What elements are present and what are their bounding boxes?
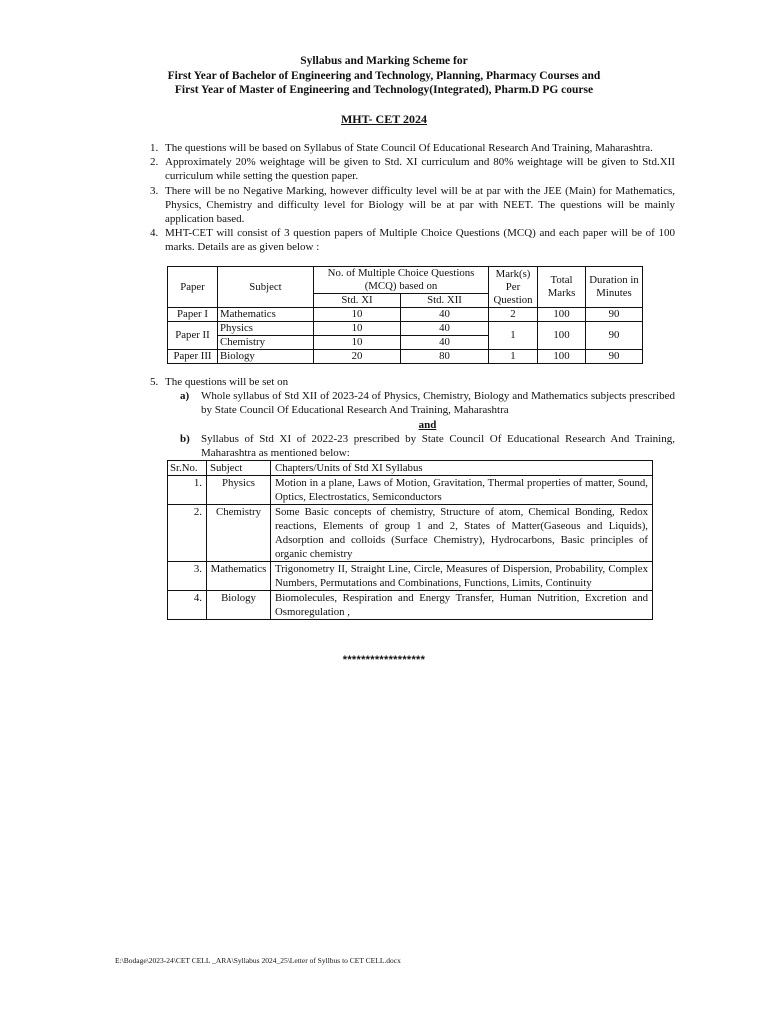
cell-srno: 4. (168, 591, 207, 620)
cell-std-xii: 40 (401, 322, 489, 336)
item-number: 5. (150, 376, 159, 388)
separator-stars: ****************** (342, 654, 426, 666)
and-connector: and (418, 418, 437, 431)
table-row (168, 476, 653, 505)
list-item (150, 184, 675, 227)
item-text: MHT-CET will consist of 3 question papers of Multiple Choice Questions (MCQ) and each paper will be of 100 marks. Details are as given below : (165, 227, 675, 254)
cell-srno: 2. (168, 505, 207, 562)
footer-file-path: E:\Bodage\2023-24\CET CELL _ARA\Syllabus 2024_25\Letter of Syllbus to CET CELL.docx (115, 956, 401, 965)
cell-duration: 90 (586, 322, 643, 350)
header-line-1: Syllabus and Marking Scheme for (300, 55, 468, 67)
cell-total-marks: 100 (538, 308, 586, 322)
table-row (168, 591, 653, 620)
sub-item-a (150, 389, 675, 417)
sub-item-b (150, 432, 675, 460)
list-item (150, 141, 675, 155)
table-row (168, 322, 643, 336)
item-text: Approximately 20% weightage will be given to Std. XI curriculum and 80% weightage will be given to Std.XII curriculum while setting the question paper. (165, 156, 675, 183)
marking-scheme-table (167, 266, 643, 364)
instruction-list (150, 141, 675, 255)
sub-item-label: a) (180, 390, 190, 403)
header-line-2: First Year of Bachelor of Engineering and Technology, Planning, Pharmacy Courses and (167, 69, 601, 82)
cell-std-xii: 40 (401, 336, 489, 350)
list-item (150, 375, 675, 389)
point-5-section (150, 375, 675, 460)
header-cell-paper: Paper (168, 267, 218, 308)
cell-subject: Physics (218, 322, 314, 336)
item-text: The questions will be based on Syllabus of State Council Of Educational Research And Training, Maharashtra. (165, 142, 653, 154)
header-cell-mcq: No. of Multiple Choice Questions (MCQ) based on (314, 267, 489, 294)
list-item (150, 226, 675, 254)
cell-marks-per-question: 2 (489, 308, 538, 322)
header-cell-total-marks: Total Marks (538, 267, 586, 308)
cell-chapters: Some Basic concepts of chemistry, Structure of atom, Chemical Bonding, Redox reactions, Elements of group 1 and 2, States of Matter(Gaseous and Liquids), Adsorption and colloids (Surface Chemistry), Hydrocarbons, Basic principles of organic chemistry (271, 505, 653, 562)
table-row (168, 350, 643, 364)
header-cell-chapters: Chapters/Units of Std XI Syllabus (271, 461, 653, 476)
cell-chapters: Motion in a plane, Laws of Motion, Gravitation, Thermal properties of matter, Sound, Optics, Electrostatics, Semiconductors (271, 476, 653, 505)
item-number: 1. (150, 142, 159, 154)
item-number: 2. (150, 156, 159, 169)
sub-item-text: Whole syllabus of Std XII of 2023-24 of Physics, Chemistry, Biology and Mathematics subjects prescribed by State Council Of Educational Research And Training, Maharashtra (201, 390, 675, 417)
cell-srno: 3. (168, 562, 207, 591)
cell-chapters: Biomolecules, Respiration and Energy Transfer, Human Nutrition, Excretion and Osmoregulation , (271, 591, 653, 620)
header-cell-subject: Subject (207, 461, 271, 476)
cell-chapters: Trigonometry II, Straight Line, Circle, Measures of Dispersion, Probability, Complex Numbers, Permutations and Combinations, Functions, Limits, Continuity (271, 562, 653, 591)
sub-item-text: Syllabus of Std XI of 2022-23 prescribed by State Council Of Educational Research And Training, Maharashtra as mentioned below: (201, 432, 675, 460)
cell-subject: Physics (207, 476, 271, 505)
cell-subject: Chemistry (207, 505, 271, 562)
document-header (0, 54, 768, 98)
cell-std-xii: 80 (401, 350, 489, 364)
cell-std-xi: 10 (314, 336, 401, 350)
item-number: 4. (150, 227, 159, 240)
table-row (168, 308, 643, 322)
cell-std-xi: 10 (314, 322, 401, 336)
item-text: The questions will be set on (165, 376, 289, 388)
cell-paper: Paper III (168, 350, 218, 364)
cell-total-marks: 100 (538, 350, 586, 364)
header-cell-subject: Subject (218, 267, 314, 308)
table-row (168, 562, 653, 591)
list-item (150, 155, 675, 183)
cell-std-xii: 40 (401, 308, 489, 322)
header-cell-duration: Duration in Minutes (586, 267, 643, 308)
cell-std-xi: 10 (314, 308, 401, 322)
exam-title: MHT- CET 2024 (340, 112, 427, 126)
item-text: There will be no Negative Marking, however difficulty level will be at par with the JEE (Main) for Mathematics, Physics, Chemistry and difficulty level for Biology will be at par with NEET. The questions will be mainly application based. (165, 184, 675, 226)
header-cell-std-xii: Std. XII (401, 294, 489, 308)
cell-subject: Biology (207, 591, 271, 620)
cell-subject: Chemistry (218, 336, 314, 350)
cell-marks-per-question: 1 (489, 322, 538, 350)
header-line-3: First Year of Master of Engineering and Technology(Integrated), Pharm.D PG course (174, 84, 594, 96)
cell-paper: Paper II (168, 322, 218, 350)
table-row (168, 505, 653, 562)
cell-paper: Paper I (168, 308, 218, 322)
header-cell-srno: Sr.No. (168, 461, 207, 476)
cell-duration: 90 (586, 350, 643, 364)
cell-subject: Mathematics (218, 308, 314, 322)
table-header-row (168, 267, 643, 294)
cell-total-marks: 100 (538, 322, 586, 350)
item-number: 3. (150, 184, 159, 197)
header-cell-std-xi: Std. XI (314, 294, 401, 308)
cell-subject: Mathematics (207, 562, 271, 591)
cell-srno: 1. (168, 476, 207, 505)
syllabus-table (167, 460, 653, 620)
cell-std-xi: 20 (314, 350, 401, 364)
table-header-row (168, 461, 653, 476)
header-cell-marks-per-question: Mark(s) Per Question (489, 267, 538, 308)
cell-marks-per-question: 1 (489, 350, 538, 364)
sub-item-label: b) (180, 432, 190, 445)
cell-subject: Biology (218, 350, 314, 364)
cell-duration: 90 (586, 308, 643, 322)
